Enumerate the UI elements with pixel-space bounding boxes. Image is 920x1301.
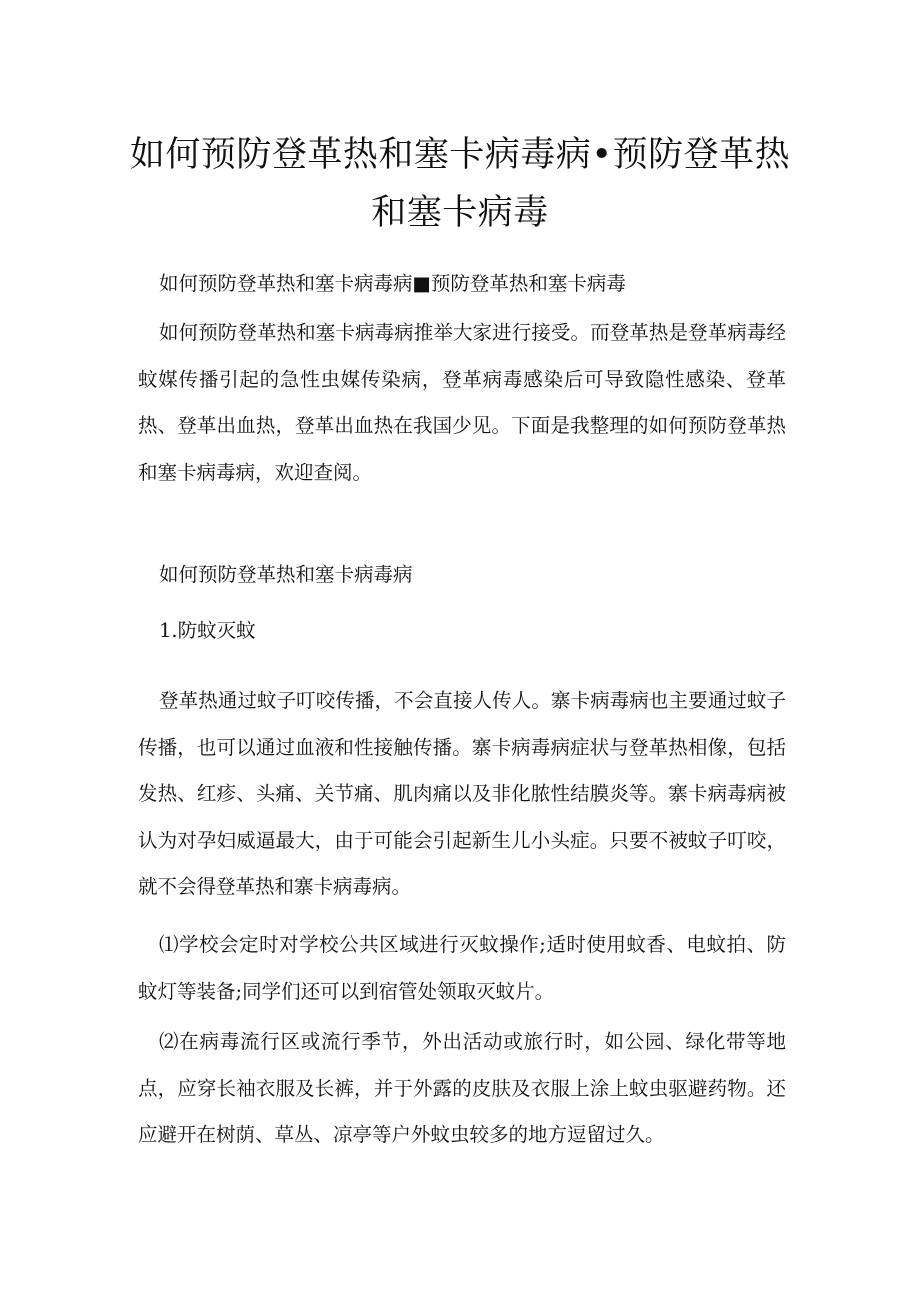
title-line-1: 如何预防登革热和塞卡病毒病•预防登革热 — [129, 135, 791, 175]
title-line-2: 和塞卡病毒 — [371, 193, 549, 233]
document-title — [100, 126, 820, 242]
paragraph-2: ⑴学校会定时对学校公共区域进行灭蚊操作;适时使用蚊香、电蚊拍、防蚊灯等装备;同学们还可以到宿管处领取灭蚊片。 — [138, 933, 786, 1003]
item-1-heading: 1.防蚊灭蚊 — [159, 619, 256, 642]
paragraph-1: 登革热通过蚊子叮咬传播，不会直接人传人。寨卡病毒病也主要通过蚊子传播，也可以通过血液和性接触传播。寨卡病毒病症状与登革热相像，包括发热、红疹、头痛、关节痛、肌肉痛以及非化脓性结膜炎等。寨卡病毒病被认为对孕妇威逼最大，由于可能会引起新生儿小头症。只要不被蚊子叮咬，就不会得登革热和寨卡病毒病。 — [138, 689, 786, 898]
section-heading: 如何预防登革热和塞卡病毒病 — [159, 563, 413, 586]
paragraph-3: ⑵在病毒流行区或流行季节，外出活动或旅行时，如公园、绿化带等地点，应穿长袖衣服及长裤，并于外露的皮肤及衣服上涂上蚊虫驱避药物。还应避开在树荫、草丛、凉亭等户外蚊虫较多的地方逗留过久。 — [138, 1030, 786, 1146]
intro-paragraph: 如何预防登革热和塞卡病毒病推举大家进行接受。而登革热是登革病毒经蚊媒传播引起的急性虫媒传染病，登革病毒感染后可导致隐性感染、登革热、登革出血热，登革出血热在我国少见。下面是我整理的如何预防登革热和塞卡病毒病，欢迎查阅。 — [138, 321, 786, 484]
subtitle: 如何预防登革热和塞卡病毒病■预防登革热和塞卡病毒 — [159, 272, 626, 295]
